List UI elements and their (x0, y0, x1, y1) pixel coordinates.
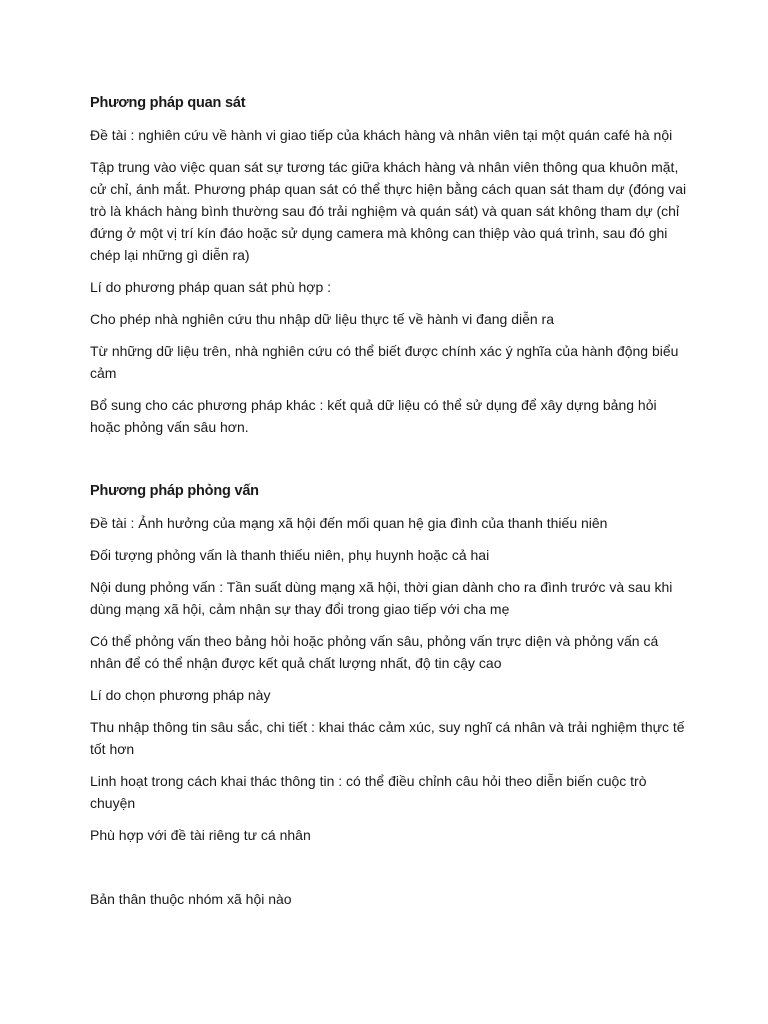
blank-line (90, 856, 690, 888)
paragraph: Linh hoạt trong cách khai thác thông tin : có thể điều chỉnh câu hỏi theo diễn biến cuộc trò chuyện (90, 773, 647, 811)
paragraph: Tập trung vào việc quan sát sự tương tác giữa khách hàng và nhân viên thông qua khuôn mặt, cử chỉ, ánh mắt. Phương pháp quan sát có thể thực hiện bằng cách quan sát tham dự (đóng vai trò là khách hàng bình thường sau đó trải nghiệm và quán sát) và quan sát không tham dự (chỉ đứng ở một vị trí kín đáo hoặc sử dụng camera mà không can thiệp vào quá trình, sau đó ghi chép lại những gì diễn ra) (90, 159, 687, 263)
paragraph: Đối tượng phỏng vấn là thanh thiếu niên, phụ huynh hoặc cả hai (90, 547, 490, 563)
paragraph: Thu nhập thông tin sâu sắc, chi tiết : khai thác cảm xúc, suy nghĩ cá nhân và trải nghiệm thực tế tốt hơn (90, 719, 685, 757)
paragraph: Cho phép nhà nghiên cứu thu nhập dữ liệu thực tế về hành vi đang diễn ra (90, 311, 555, 327)
document-page (90, 92, 690, 920)
section-observation-method (90, 92, 690, 438)
paragraph: Từ những dữ liệu trên, nhà nghiên cứu có thể biết được chính xác ý nghĩa của hành động biểu cảm (90, 343, 679, 381)
section-heading: Phương pháp phỏng vấn (90, 483, 259, 499)
paragraph: Phù hợp với đề tài riêng tư cá nhân (90, 827, 311, 843)
section-interview-method (90, 480, 690, 846)
blank-line (90, 448, 690, 480)
section-heading: Phương pháp quan sát (90, 95, 246, 111)
paragraph: Lí do chọn phương pháp này (90, 687, 271, 703)
trailing-paragraph: Bản thân thuộc nhóm xã hội nào (90, 891, 292, 907)
paragraph: Bổ sung cho các phương pháp khác : kết quả dữ liệu có thể sử dụng để xây dựng bảng hỏi hoặc phỏng vấn sâu hơn. (90, 397, 657, 435)
paragraph: Có thể phỏng vấn theo bảng hỏi hoặc phỏng vấn sâu, phỏng vấn trực diện và phỏng vấn cá nhân để có thể nhận được kết quả chất lượng nhất, độ tin cậy cao (90, 633, 659, 671)
paragraph: Lí do phương pháp quan sát phù hợp : (90, 279, 332, 295)
paragraph: Nội dung phỏng vấn : Tần suất dùng mạng xã hội, thời gian dành cho ra đình trước và sau khi dùng mạng xã hội, cảm nhận sự thay đổi trong giao tiếp với cha mẹ (90, 579, 673, 617)
paragraph: Đề tài : nghiên cứu về hành vi giao tiếp của khách hàng và nhân viên tại một quán café hà nội (90, 127, 673, 143)
paragraph: Đề tài : Ảnh hưởng của mạng xã hội đến mối quan hệ gia đình của thanh thiếu niên (90, 515, 608, 531)
